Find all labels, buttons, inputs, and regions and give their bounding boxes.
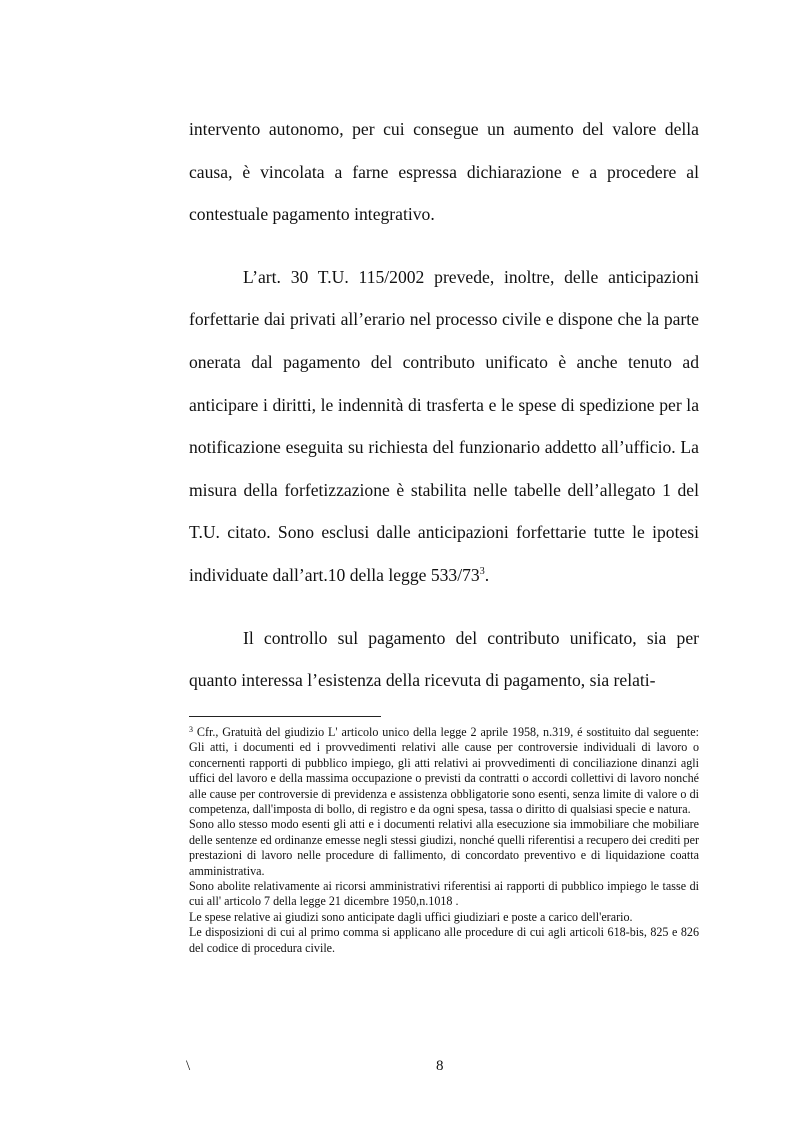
footer-marker: \ [186,1058,191,1074]
paragraph-2-tail: . [484,564,490,585]
footnote-line [189,725,699,817]
footnote-line: Le disposizioni di cui al primo comma si applicano alle procedure di cui agli articoli 618-bis, 825 e 826 del codice di procedura civile. [189,925,699,955]
footnote-number: 3 [189,725,193,734]
paragraph-1-text: intervento autonomo, per cui consegue un aumento del valore della causa, è vincolata a farne espressa dichiarazione e a procedere al contestuale pagamento integrativo. [189,119,699,225]
footnote-separator [189,716,381,717]
footnote-reference[interactable]: 3 [479,565,485,577]
paragraph-2 [189,256,699,597]
footnote-line: Sono allo stesso modo esenti gli atti e i documenti relativi alla esecuzione sia immobiliare che mobiliare delle sentenze ed ordinanze emesse negli stessi giudizi, nonché quelli riferentisi a recupero dei crediti per prestazioni di lavoro nelle procedure di fallimento, di concordato preventivo e di liquidazione coatta amministrativa. [189,817,699,878]
main-text [189,108,699,722]
paragraph-1 [189,108,699,236]
paragraph-3-text: Il controllo sul pagamento del contributo unificato, sia per quanto interessa l’esistenza della ricevuta di pagamento, sia relati- [189,627,699,691]
footnote-line: Le spese relative ai giudizi sono anticipate dagli uffici giudiziari e poste a carico dell'erario. [189,909,633,924]
paragraph-2-text: L’art. 30 T.U. 115/2002 prevede, inoltre, delle anticipazioni forfettarie dai privati all’erario nel processo civile e dispone che la parte onerata dal pagamento del contributo unificato è anche tenuto ad anticipare i diritti, le indennità di trasferta e le spese di spedizione per la notificazione eseguita su richiesta del funzionario addetto all’ufficio. La misura della forfetizzazione è stabilita nelle tabelle dell’allegato 1 del T.U. citato. Sono esclusi dalle anticipazioni forfettarie tutte le ipotesi individuate dall’art.10 della legge 533/73 [189,266,699,585]
footnote-text: Cfr., Gratuità del giudizio L' articolo unico della legge 2 aprile 1958, n.319, é sostituito dal seguente: Gli atti, i documenti ed i provvedimenti relativi alle cause per controversie individuali di lavoro o concernenti rapporti di pubblico impiego, gli atti relativi ai provvedimenti di conciliazione dinanzi agli uffici del lavoro e della massima occupazione o previsti da contratti o accordi collettivi di lavoro nonché alle cause per controversie di previdenza e assistenza obbligatorie sono esenti, senza limite di valore o di competenza, dall'imposta di bollo, di registro e da ogni spesa, tassa o diritto di qualsiasi specie e natura. [189,725,699,817]
footnote-block [189,725,699,956]
footnote-line: Sono abolite relativamente ai ricorsi amministrativi riferentisi ai rapporti di pubblico impiego le tasse di cui all' articolo 7 della legge 21 dicembre 1950,n.1018 . [189,879,699,909]
page-number: 8 [436,1058,444,1074]
paragraph-3 [189,617,699,702]
